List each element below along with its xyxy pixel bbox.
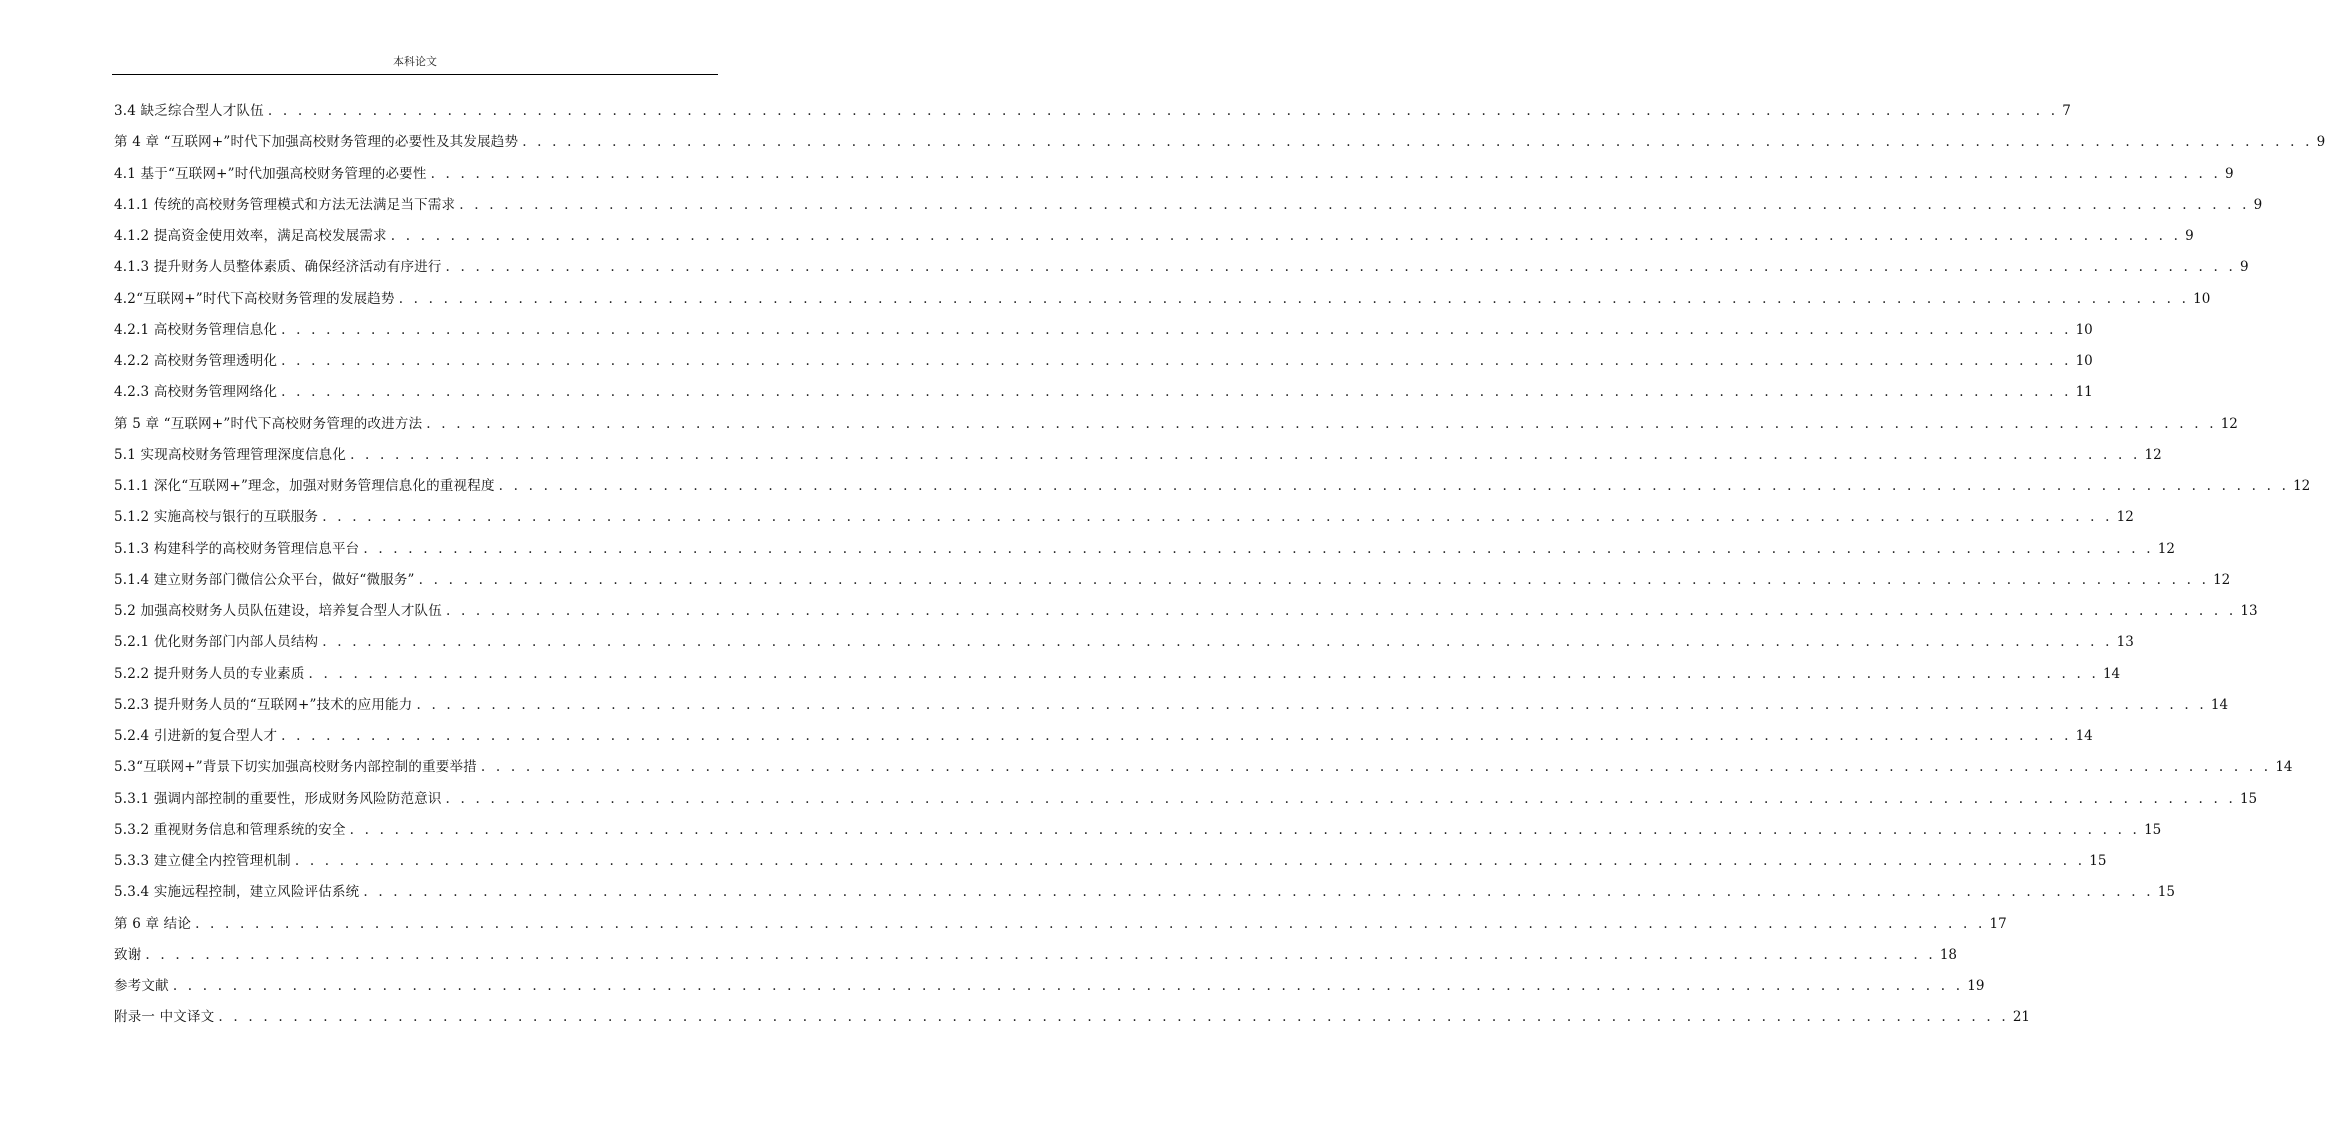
toc-entry[interactable] (114, 534, 2175, 565)
toc-entry-title: 第 5 章 “互联网+”时代下高校财务管理的改进方法 (114, 415, 423, 432)
toc-entry-page-number: 15 (2089, 853, 2107, 869)
toc-entry-page-number: 12 (2116, 509, 2134, 526)
toc-entry-title: 5.3“互联网+”背景下切实加强高校财务内部控制的重要举措 (114, 759, 477, 776)
toc-leader-dots: . . . . . . . . . . . . . . . . . . . . . . . . . . . . . . . . . . . . . . . . . . . . . . . . . . . . . . . . . . . . . . . . . . . . . . . . . . . . . . . . . . . . . . . . . . . . . . . . . . . . . . . . . . . . . . . . . . . . . . . . (445, 259, 2236, 276)
toc-entry-page-number: 19 (1967, 978, 1985, 994)
toc-leader-dots: . . . . . . . . . . . . . . . . . . . . . . . . . . . . . . . . . . . . . . . . . . . . . . . . . . . . . . . . . . . . . . . . . . . . . . . . . . . . . . . . . . . . . . . . . . . . . . . . . . . . . . . . . . . . . . . . . . . . . . . . (349, 821, 2141, 838)
toc-entry-title: 5.3.1 强调内部控制的重要性，形成财务风险防范意识 (114, 790, 442, 807)
toc-entry-title: 5.1 实现高校财务管理管理深度信息化 (114, 446, 347, 463)
toc-entry-page-number: 13 (2240, 603, 2258, 619)
toc-entry-page-number: 14 (2210, 696, 2229, 713)
toc-entry-page-number: 18 (1939, 946, 1958, 963)
toc-leader-dots: . . . . . . . . . . . . . . . . . . . . . . . . . . . . . . . . . . . . . . . . . . . . . . . . . . . . . . . . . . . . . . . . . . . . . . . . . . . . . . . . . . . . . . . . . . . . . . . . . . . . . . . . . . . . . . . . . . . . . . . . (322, 634, 2113, 651)
toc-leader-dots: . . . . . . . . . . . . . . . . . . . . . . . . . . . . . . . . . . . . . . . . . . . . . . . . . . . . . . . . . . . . . . . . . . . . . . . . . . . . . . . . . . . . . . . . . . . . . . . . . . . . . . . . . . . . . . . . . . . . . . . . (294, 853, 2086, 869)
toc-entry[interactable] (114, 909, 2007, 940)
toc-entry-page-number: 9 (2225, 165, 2234, 182)
toc-entry-page-number: 14 (2102, 665, 2121, 682)
toc-entry[interactable] (114, 127, 2325, 158)
toc-leader-dots: . . . . . . . . . . . . . . . . . . . . . . . . . . . . . . . . . . . . . . . . . . . . . . . . . . . . . . . . . . . . . . . . . . . . . . . . . . . . . . . . . . . . . . . . . . . . . . . . . . . . . . . . . . . . . . . . . . . . . . . . (322, 509, 2113, 526)
toc-entry-title: 5.1.4 建立财务部门微信公众平台，做好“微服务” (114, 571, 415, 588)
toc-leader-dots: . . . . . . . . . . . . . . . . . . . . . . . . . . . . . . . . . . . . . . . . . . . . . . . . . . . . . . . . . . . . . . . . . . . . . . . . . . . . . . . . . . . . . . . . . . . . . . . . . . . . . . . . . . . . . . . . . . . . . . . . (281, 728, 2072, 744)
toc-entry-page-number: 7 (2062, 103, 2071, 119)
toc-entry-title: 4.2.3 高校财务管理网络化 (114, 384, 278, 401)
toc-entry-page-number: 10 (2075, 353, 2093, 369)
toc-leader-dots: . . . . . . . . . . . . . . . . . . . . . . . . . . . . . . . . . . . . . . . . . . . . . . . . . . . . . . . . . . . . . . . . . . . . . . . . . . . . . . . . . . . . . . . . . . . . . . . . . . . . . . . . . . . . . . . . . . . . . . . . (195, 915, 1986, 932)
toc-leader-dots: . . . . . . . . . . . . . . . . . . . . . . . . . . . . . . . . . . . . . . . . . . . . . . . . . . . . . . . . . . . . . . . . . . . . . . . . . . . . . . . . . . . . . . . . . . . . . . . . . . . . . . . . . . . . . . . . . . . . . . . . (308, 665, 2099, 682)
toc-entry-page-number: 17 (1989, 915, 2007, 932)
toc-entry-page-number: 15 (2144, 821, 2162, 838)
toc-entry[interactable] (114, 252, 2249, 283)
toc-entry-title: 5.3.3 建立健全内控管理机制 (114, 853, 291, 869)
toc-entry[interactable] (114, 940, 1958, 971)
toc-entry-title: 第 4 章 “互联网+”时代下加强高校财务管理的必要性及其发展趋势 (114, 134, 519, 151)
toc-leader-dots: . . . . . . . . . . . . . . . . . . . . . . . . . . . . . . . . . . . . . . . . . . . . . . . . . . . . . . . . . . . . . . . . . . . . . . . . . . . . . . . . . . . . . . . . . . . . . . . . . . . . . . . . . . . . . . . . . . . . . . . . (281, 353, 2072, 369)
toc-entry-page-number: 9 (2185, 228, 2194, 244)
toc-leader-dots: . . . . . . . . . . . . . . . . . . . . . . . . . . . . . . . . . . . . . . . . . . . . . . . . . . . . . . . . . . . . . . . . . . . . . . . . . . . . . . . . . . . . . . . . . . . . . . . . . . . . . . . . . . . . . . . . . . . . . . . . (390, 228, 2182, 244)
toc-leader-dots: . . . . . . . . . . . . . . . . . . . . . . . . . . . . . . . . . . . . . . . . . . . . . . . . . . . . . . . . . . . . . . . . . . . . . . . . . . . . . . . . . . . . . . . . . . . . . . . . . . . . . . . . . . . . . . . . . . . . . . . . (363, 540, 2154, 557)
header-title: 本科论文 (393, 55, 437, 68)
toc-entry-page-number: 15 (2239, 790, 2258, 807)
toc-entry[interactable] (114, 815, 2162, 846)
toc-entry-title: 4.2“互联网+”时代下高校财务管理的发展趋势 (114, 290, 395, 307)
toc-entry[interactable] (114, 1002, 2031, 1033)
toc-entry-title: 4.2.1 高校财务管理信息化 (114, 321, 278, 338)
toc-entry-title: 5.1.2 实施高校与银行的互联服务 (114, 509, 319, 526)
toc-entry-title: 4.2.2 高校财务管理透明化 (114, 353, 278, 369)
toc-entry-page-number: 14 (2075, 728, 2093, 744)
toc-entry-title: 5.2.3 提升财务人员的“互联网+”技术的应用能力 (114, 696, 413, 713)
toc-entry[interactable] (114, 471, 2311, 502)
toc-leader-dots: . . . . . . . . . . . . . . . . . . . . . . . . . . . . . . . . . . . . . . . . . . . . . . . . . . . . . . . . . . . . . . . . . . . . . . . . . . . . . . . . . . . . . . . . . . . . . . . . . . . . . . . . . . . . . . . . . . . . . . . . (363, 884, 2154, 901)
toc-entry[interactable] (114, 690, 2229, 721)
toc-entry-title: 5.3.4 实施远程控制，建立风险评估系统 (114, 884, 360, 901)
toc-leader-dots: . . . . . . . . . . . . . . . . . . . . . . . . . . . . . . . . . . . . . . . . . . . . . . . . . . . . . . . . . . . . . . . . . . . . . . . . . . . . . . . . . . . . . . . . . . . . . . . . . . . . . . . . . . . . . . . . . . . . . . . . (281, 321, 2072, 338)
toc-leader-dots: . . . . . . . . . . . . . . . . . . . . . . . . . . . . . . . . . . . . . . . . . . . . . . . . . . . . . . . . . . . . . . . . . . . . . . . . . . . . . . . . . . . . . . . . . . . . . . . . . . . . . . . . . . . . . . . . . . . . . . . . (350, 446, 2141, 463)
toc-entry-page-number: 9 (2253, 196, 2263, 213)
toc-entry-title: 5.2 加强高校财务人员队伍建设，培养复合型人才队伍 (114, 603, 442, 619)
toc-entry-title: 5.2.2 提升财务人员的专业素质 (114, 665, 305, 682)
toc-entry-page-number: 12 (2144, 446, 2162, 463)
toc-leader-dots: . . . . . . . . . . . . . . . . . . . . . . . . . . . . . . . . . . . . . . . . . . . . . . . . . . . . . . . . . . . . . . . . . . . . . . . . . . . . . . . . . . . . . . . . . . . . . . . . . . . . . . . . . . . . . . . . . . . . . . . . (172, 978, 1964, 994)
toc-entry-title: 4.1.3 提升财务人员整体素质、确保经济活动有序进行 (114, 259, 442, 276)
toc-entry-title: 致谢 (114, 946, 142, 963)
toc-entry-page-number: 12 (2293, 478, 2311, 494)
toc-entry-page-number: 12 (2213, 571, 2231, 588)
toc-entry-title: 5.2.4 引进新的复合型人才 (114, 728, 278, 744)
toc-entry[interactable] (114, 190, 2263, 221)
toc-entry-title: 附录一 中文译文 (114, 1009, 215, 1026)
toc-leader-dots: . . . . . . . . . . . . . . . . . . . . . . . . . . . . . . . . . . . . . . . . . . . . . . . . . . . . . . . . . . . . . . . . . . . . . . . . . . . . . . . . . . . . . . . . . . . . . . . . . . . . . . . . . . . . . . . . . . . . . . . . (445, 603, 2237, 619)
toc-entry-title: 4.1.1 传统的高校财务管理模式和方法无法满足当下需求 (114, 196, 456, 213)
toc-entry-page-number: 21 (2012, 1009, 2031, 1026)
toc-entry-page-number: 13 (2116, 634, 2134, 651)
toc-entry[interactable] (114, 315, 2093, 346)
toc-leader-dots: . . . . . . . . . . . . . . . . . . . . . . . . . . . . . . . . . . . . . . . . . . . . . . . . . . . . . . . . . . . . . . . . . . . . . . . . . . . . . . . . . . . . . . . . . . . . . . . . . . . . . . . . . . . . . . . . . . . . . . . . (430, 165, 2221, 182)
toc-entry[interactable] (114, 721, 2093, 752)
toc-leader-dots: . . . . . . . . . . . . . . . . . . . . . . . . . . . . . . . . . . . . . . . . . . . . . . . . . . . . . . . . . . . . . . . . . . . . . . . . . . . . . . . . . . . . . . . . . . . . . . . . . . . . . . . . . . . . . . . . . . . . . . . . (445, 790, 2236, 807)
toc-leader-dots: . . . . . . . . . . . . . . . . . . . . . . . . . . . . . . . . . . . . . . . . . . . . . . . . . . . . . . . . . . . . . . . . . . . . . . . . . . . . . . . . . . . . . . . . . . . . . . . . . . . . . . . . . . . . . . . . . . . . . . . . (267, 103, 2059, 119)
toc-entry[interactable] (114, 565, 2231, 596)
toc-entry[interactable] (114, 627, 2134, 658)
toc-entry-title: 第 6 章 结论 (114, 915, 192, 932)
toc-entry-page-number: 12 (2157, 540, 2175, 557)
table-of-contents (114, 96, 2325, 1034)
toc-entry[interactable] (114, 784, 2258, 815)
toc-entry[interactable] (114, 409, 2238, 440)
toc-entry[interactable] (114, 502, 2134, 533)
toc-entry[interactable] (114, 659, 2121, 690)
page-header (112, 52, 718, 75)
toc-leader-dots: . . . . . . . . . . . . . . . . . . . . . . . . . . . . . . . . . . . . . . . . . . . . . . . . . . . . . . . . . . . . . . . . . . . . . . . . . . . . . . . . . . . . . . . . . . . . . . . . . . . . . . . . . . . . . . . . . . . . . . . . (145, 946, 1936, 963)
toc-entry-page-number: 15 (2157, 884, 2175, 901)
toc-entry[interactable] (114, 159, 2234, 190)
toc-entry[interactable] (114, 284, 2211, 315)
toc-leader-dots: . . . . . . . . . . . . . . . . . . . . . . . . . . . . . . . . . . . . . . . . . . . . . . . . . . . . . . . . . . . . . . . . . . . . . . . . . . . . . . . . . . . . . . . . . . . . . . . . . . . . . . . . . . . . . . . . . . . . . . . . (398, 290, 2190, 307)
toc-entry-page-number: 10 (2193, 290, 2211, 307)
toc-leader-dots: . . . . . . . . . . . . . . . . . . . . . . . . . . . . . . . . . . . . . . . . . . . . . . . . . . . . . . . . . . . . . . . . . . . . . . . . . . . . . . . . . . . . . . . . . . . . . . . . . . . . . . . . . . . . . . . . . . . . . . . . (480, 759, 2272, 776)
toc-entry-page-number: 14 (2275, 759, 2293, 776)
toc-entry-title: 5.3.2 重视财务信息和管理系统的安全 (114, 821, 346, 838)
toc-entry[interactable] (114, 971, 1985, 1002)
toc-leader-dots: . . . . . . . . . . . . . . . . . . . . . . . . . . . . . . . . . . . . . . . . . . . . . . . . . . . . . . . . . . . . . . . . . . . . . . . . . . . . . . . . . . . . . . . . . . . . . . . . . . . . . . . . . . . . . . . . . . . . . . . . (459, 196, 2250, 213)
toc-entry-page-number: 11 (2075, 384, 2093, 401)
toc-entry-title: 5.2.1 优化财务部门内部人员结构 (114, 634, 319, 651)
toc-entry-page-number: 9 (2239, 259, 2249, 276)
toc-entry[interactable] (114, 752, 2293, 783)
toc-leader-dots: . . . . . . . . . . . . . . . . . . . . . . . . . . . . . . . . . . . . . . . . . . . . . . . . . . . . . . . . . . . . . . . . . . . . . . . . . . . . . . . . . . . . . . . . . . . . . . . . . . . . . . . . . . . . . . . . . . . . . . . . (426, 415, 2217, 432)
toc-leader-dots: . . . . . . . . . . . . . . . . . . . . . . . . . . . . . . . . . . . . . . . . . . . . . . . . . . . . . . . . . . . . . . . . . . . . . . . . . . . . . . . . . . . . . . . . . . . . . . . . . . . . . . . . . . . . . . . . . . . . . . . . (218, 1009, 2009, 1026)
toc-entry-title: 4.1.2 提高资金使用效率，满足高校发展需求 (114, 228, 387, 244)
toc-entry-title: 3.4 缺乏综合型人才队伍 (114, 103, 264, 119)
toc-entry-title: 参考文献 (114, 978, 169, 994)
toc-leader-dots: . . . . . . . . . . . . . . . . . . . . . . . . . . . . . . . . . . . . . . . . . . . . . . . . . . . . . . . . . . . . . . . . . . . . . . . . . . . . . . . . . . . . . . . . . . . . . . . . . . . . . . . . . . . . . . . . . . . . . . . . (418, 571, 2210, 588)
toc-entry[interactable] (114, 846, 2107, 877)
toc-leader-dots: . . . . . . . . . . . . . . . . . . . . . . . . . . . . . . . . . . . . . . . . . . . . . . . . . . . . . . . . . . . . . . . . . . . . . . . . . . . . . . . . . . . . . . . . . . . . . . . . . . . . . . . . . . . . . . . . . . . . . . . . (416, 696, 2207, 713)
toc-leader-dots: . . . . . . . . . . . . . . . . . . . . . . . . . . . . . . . . . . . . . . . . . . . . . . . . . . . . . . . . . . . . . . . . . . . . . . . . . . . . . . . . . . . . . . . . . . . . . . . . . . . . . . . . . . . . . . . . . . . . . . . . (498, 478, 2290, 494)
toc-entry-title: 5.1.3 构建科学的高校财务管理信息平台 (114, 540, 360, 557)
toc-entry[interactable] (114, 440, 2162, 471)
toc-entry[interactable] (114, 377, 2093, 408)
toc-entry[interactable] (114, 596, 2258, 627)
toc-leader-dots: . . . . . . . . . . . . . . . . . . . . . . . . . . . . . . . . . . . . . . . . . . . . . . . . . . . . . . . . . . . . . . . . . . . . . . . . . . . . . . . . . . . . . . . . . . . . . . . . . . . . . . . . . . . . . . . . . . . . . . . . (522, 134, 2313, 151)
toc-entry[interactable] (114, 877, 2175, 908)
toc-entry-page-number: 9 (2316, 134, 2325, 151)
toc-entry-page-number: 12 (2220, 415, 2238, 432)
toc-entry-title: 4.1 基于“互联网+”时代加强高校财务管理的必要性 (114, 165, 427, 182)
toc-entry[interactable] (114, 221, 2194, 252)
toc-entry-title: 5.1.1 深化“互联网+”理念，加强对财务管理信息化的重视程度 (114, 478, 495, 494)
toc-entry-page-number: 10 (2075, 321, 2093, 338)
toc-entry[interactable] (114, 96, 2071, 127)
toc-leader-dots: . . . . . . . . . . . . . . . . . . . . . . . . . . . . . . . . . . . . . . . . . . . . . . . . . . . . . . . . . . . . . . . . . . . . . . . . . . . . . . . . . . . . . . . . . . . . . . . . . . . . . . . . . . . . . . . . . . . . . . . . (281, 384, 2072, 401)
toc-entry[interactable] (114, 346, 2093, 377)
